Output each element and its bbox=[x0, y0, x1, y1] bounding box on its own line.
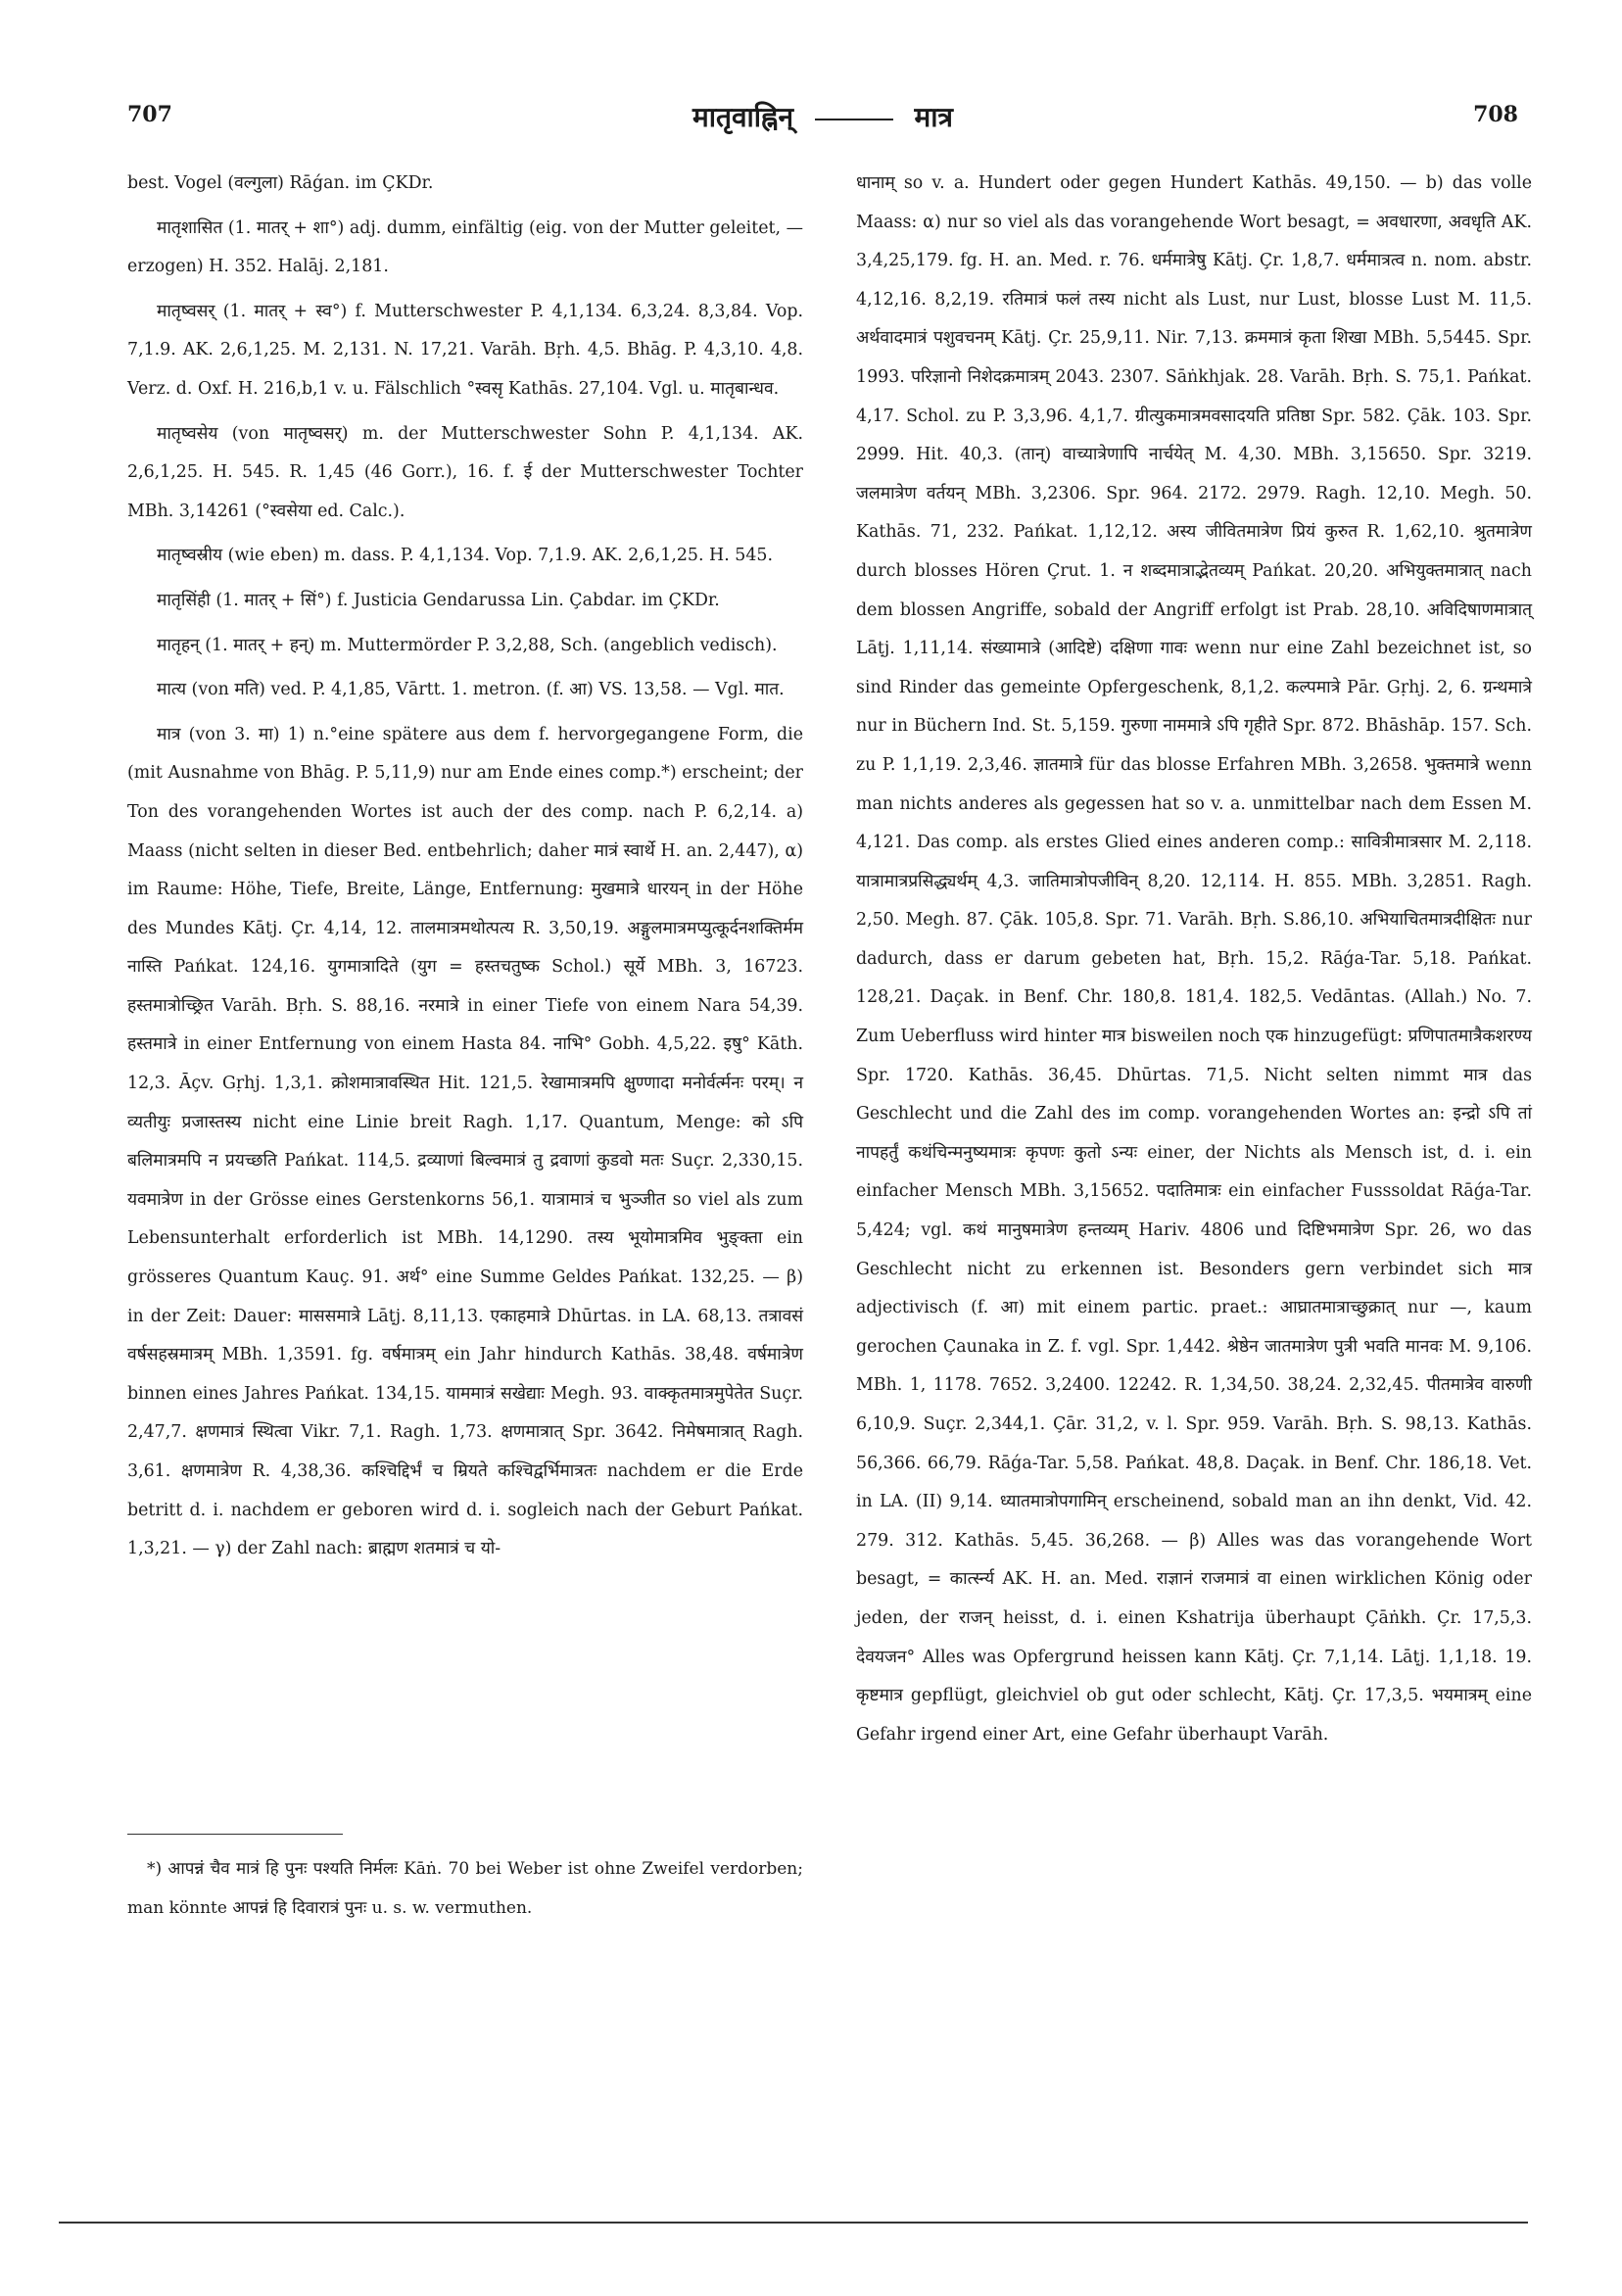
headword-last: मात्र bbox=[914, 101, 953, 133]
entry-matrshvaseya: मातृष्वसेय (von मातृष्वसर्) m. der Mutterschwester Sohn P. 4,1,134. AK. 2,6,1,25. H. 545. R. 1,45 (46 Gorr.), 16. f. ई der Mutterschwester Tochter MBh. 3,14261 (°स्वसेया ed. Calc.). bbox=[127, 423, 803, 521]
page-number-left: 707 bbox=[127, 102, 172, 127]
page-header bbox=[127, 98, 1518, 141]
entry-matrhan: मातृहन् (1. मातर् + हन्) m. Muttermörder P. 3,2,88, Sch. (angeblich vedisch). bbox=[157, 635, 778, 655]
entry-matrshasita: मातृशासित (1. मातर् + शा°) adj. dumm, einfältig (eig. von der Mutter geleitet, — erzogen) H. 352. Halāj. 2,181. bbox=[127, 217, 803, 277]
entry-matra: मात्र (von 3. मा) 1) n.°eine spätere aus dem f. hervorgegangene Form, die (mit Ausnahme von Bhāg. P. 5,11,9) nur am Ende eines comp.*) erscheint; der Ton des vorangehenden Wortes ist auch der des comp. nach P. 6,2,14. a) Maass (nicht selten in dieser Bed. entbehrlich; daher मात्रं स्वार्थे H. an. 2,447), α) im Raume: Höhe, Tiefe, Breite, Länge, Entfernung: मुखमात्रे धारयन् in der Höhe des Mundes Kātj. Çr. 4,14, 12. तालमात्रमथोत्पत्य R. 3,50,19. अङ्गुलमात्रमप्युत्कूर्दनशक्तिर्मम नास्ति Pańkat. 124,16. युगमात्रादिते (युग = हस्तचतुष्क Schol.) सूर्ये MBh. 3, 16723. हस्तमात्रोच्छ्रित Varāh. Bṛh. S. 88,16. नरमात्रे in einer Tiefe von einem Nara 54,39. हस्तमात्रे in einer Entfernung von einem Hasta 84. नाभि° Gobh. 4,5,22. इषु° Kāth. 12,3. Āçv. Gṛhj. 1,3,1. क्रोशमात्रावस्थित Hit. 121,5. रेखामात्रमपि क्षुण्णादा मनोर्वर्त्मनः परम्। न व्यतीयुः प्रजास्तस्य nicht eine Linie breit Ragh. 1,17. Quantum, Menge: को ऽपि बलिमात्रमपि न प्रयच्छति Pańkat. 114,5. द्रव्याणां बिल्वमात्रं तु द्रवाणां कुडवो मतः Suçr. 2,330,15. यवमात्रेण in der Grösse eines Gerstenkorns 56,1. यात्रामात्रं च भुञ्जीत so viel als zum Lebensunterhalt erforderlich ist MBh. 14,1290. तस्य भूयोमात्रमिव भुङ्क्ता ein grösseres Quantum Kauç. 91. अर्थ° eine Summe Geldes Pańkat. 132,25. — β) in der Zeit: Dauer: माससमात्रे Lāṭj. 8,11,13. एकाहमात्रे Dhūrtas. in LA. 68,13. तत्रावसं वर्षसहस्रमात्रम् MBh. 1,3591. fg. वर्षमात्रम् ein Jahr hindurch Kathās. 38,48. वर्षमात्रेण binnen eines Jahres Pańkat. 134,15. याममात्रं सखेद्याः Megh. 93. वाक्कृतमात्रमुपेतेत Suçr. 2,47,7. क्षणमात्रं स्थित्वा Vikr. 7,1. Ragh. 1,73. क्षणमात्रात् Spr. 3642. निमेषमात्रात् Ragh. 3,61. क्षणमात्रेण R. 4,38,36. कश्चिद्दिर्भं च म्रियते कश्चिद्वर्भिमात्रतः nachdem er die Erde betritt d. i. nachdem er geboren wird d. i. sogleich nach der Geburt Pańkat. 1,3,21. — γ) der Zahl nach: ब्राह्मण शतमात्रं च यो- bbox=[127, 724, 803, 1559]
bottom-rule bbox=[59, 2222, 1528, 2224]
footnote bbox=[127, 1849, 803, 1928]
left-column bbox=[127, 165, 803, 1569]
entry-matra-continued: धानाम् so v. a. Hundert oder gegen Hundert Kathās. 49,150. — b) das volle Maass: α) nur so viel als das vorangehende Wort besagt, = अवधारणा, अवधृति AK. 3,4,25,179. fg. H. an. Med. r. 76. धर्ममात्रेषु Kātj. Çr. 1,8,7. धर्ममात्रत्व n. nom. abstr. 4,12,16. 8,2,19. रतिमात्रं फलं तस्य nicht als Lust, nur Lust, blosse Lust M. 11,5. अर्थवादमात्रं पशुवचनम् Kātj. Çr. 25,9,11. Nir. 7,13. क्रममात्रं कृता शिखा MBh. 5,5445. Spr. 1993. परिज्ञानो निशेदक्रमात्रम् 2043. 2307. Sāṅkhjak. 28. Varāh. Bṛh. S. 75,1. Pańkat. 4,17. Schol. zu P. 3,3,96. 4,1,7. ग्रीत्युकमात्रमवसादयति प्रतिष्ठा Spr. 582. Çāk. 103. Spr. 2999. Hit. 40,3. (तान्) वाच्यात्रेणापि नार्चयेत् M. 4,30. MBh. 3,15650. Spr. 3219. जलमात्रेण वर्तयन् MBh. 3,2306. Spr. 964. 2172. 2979. Ragh. 12,10. Megh. 50. Kathās. 71, 232. Pańkat. 1,12,12. अस्य जीवितमात्रेण प्रियं कुरुत R. 1,62,10. श्रुतमात्रेण durch blosses Hören Çrut. 1. न शब्दमात्राद्भेतव्यम् Pańkat. 20,20. अभियुक्तमात्रात् nach dem blossen Angriffe, sobald der Angriff erfolgt ist Prab. 28,10. अविदिषाणमात्रात् Lāṭj. 1,11,14. संख्यामात्रे (आदिष्टे) दक्षिणा गावः wenn nur eine Zahl bezeichnet ist, so sind Rinder das gemeinte Opfergeschenk, 8,1,2. कल्पमात्रे Pār. Gṛhj. 2, 6. ग्रन्थमात्रे nur in Büchern Ind. St. 5,159. गुरुणा नाममात्रे ऽपि गृहीते Spr. 872. Bhāshāp. 157. Sch. zu P. 1,1,19. 2,3,46. ज्ञातमात्रे für das blosse Erfahren MBh. 3,2658. भुक्तमात्रे wenn man nichts anderes als gegessen hat so v. a. unmittelbar nach dem Essen M. 4,121. Das comp. als erstes Glied eines anderen comp.: सावित्रीमात्रसार M. 2,118. यात्रामात्रप्रसिद्ध्यर्थम् 4,3. जातिमात्रोपजीविन् 8,20. 12,114. H. 855. MBh. 3,2851. Ragh. 2,50. Megh. 87. Çāk. 105,8. Spr. 71. Varāh. Bṛh. S.86,10. अभियाचितमात्रदीक्षितः nur dadurch, dass er darum gebeten hat, Bṛh. 15,2. Rāǵa-Tar. 5,18. Pańkat. 128,21. Daçak. in Benf. Chr. 180,8. 181,4. 182,5. Vedāntas. (Allah.) No. 7. Zum Ueberfluss wird hinter मात्र bisweilen noch एक hinzugefügt: प्रणिपातमात्रैकशरण्य Spr. 1720. Kathās. 36,45. Dhūrtas. 71,5. Nicht selten nimmt मात्र das Geschlecht und die Zahl des im comp. vorangehenden Wortes an: इन्द्रो ऽपि तां नापहर्तुं कथंचिन्मनुष्यमात्रः कृपणः कुतो ऽन्यः einer, der Nichts als Mensch ist, d. i. ein einfacher Mensch MBh. 3,15652. पदातिमात्रः ein einfacher Fusssoldat Rāǵa-Tar. 5,424; vgl. कथं मानुषमात्रेण हन्तव्यम् Hariv. 4806 und दिष्टिभमात्रेण Spr. 26, wo das Geschlecht nicht zu erkennen ist. Besonders gern verbindet sich मात्र adjectivisch (f. आ) mit einem partic. praet.: आघ्रातमात्राच्छुक्रात् nur —, kaum gerochen Çaunaka in Z. f. vgl. Spr. 1,442. श्रेष्ठेन जातमात्रेण पुत्री भवति मानवः M. 9,106. MBh. 1, 1178. 7652. 3,2400. 12242. R. 1,34,50. 38,24. 2,32,45. पीतमात्रेव वारुणी 6,10,9. Suçr. 2,344,1. Çār. 31,2, v. l. Spr. 959. Varāh. Bṛh. S. 98,13. Kathās. 56,366. 66,79. Rāǵa-Tar. 5,58. Pańkat. 48,8. Daçak. in Benf. Chr. 186,18. Vet. in LA. (II) 9,14. ध्यातमात्रोपगामिन् erscheinend, sobald man an ihn denkt, Vid. 42. 279. 312. Kathās. 5,45. 36,268. — β) Alles was das vorangehende Wort besagt, = कार्त्स्न्य AK. H. an. Med. राज्ञानं राजमात्रं वा einen wirklichen König oder jeden, der राजन् heisst, d. i. einen Kshatrija überhaupt Çāṅkh. Çr. 17,5,3. देवयजन° Alles was Opfergrund heissen kann Kātj. Çr. 7,1,14. Lāṭj. 1,1,18. 19. कृष्टमात्र gepflügt, gleichviel ob gut oder schlecht, Kātj. Çr. 17,3,5. भयमात्रम् eine Gefahr irgend einer Art, eine Gefahr überhaupt Varāh. bbox=[856, 173, 1532, 1745]
footnote-divider bbox=[127, 1834, 343, 1835]
entry-matrshvasar: मातृष्वसर् (1. मातर् + स्व°) f. Mutterschwester P. 4,1,134. 6,3,24. 8,3,84. Vop. 7,1.9. AK. 2,6,1,25. M. 2,131. N. 17,21. Varāh. Bṛh. 4,5. Bhāg. P. 4,3,10. 4,8. Verz. d. Oxf. H. 216,b,1 v. u. Fälschlich °स्वसृ Kathās. 27,104. Vgl. u. मातृबान्धव. bbox=[127, 301, 803, 399]
entry-matrshvasriya: मातृष्वस्रीय (wie eben) m. dass. P. 4,1,134. Vop. 7,1.9. AK. 2,6,1,25. H. 545. bbox=[157, 546, 773, 566]
right-column bbox=[856, 165, 1532, 1754]
running-title bbox=[127, 98, 1518, 135]
page-number-right: 708 bbox=[1473, 102, 1518, 127]
entry-continuation: best. Vogel (वल्गुला) Rāǵan. im ÇKDr. bbox=[127, 173, 434, 193]
entry-matya: मात्य (von मति) ved. P. 4,1,85, Vārtt. 1. metron. (f. आ) VS. 13,58. — Vgl. मात. bbox=[157, 680, 785, 700]
footnote-text: *) आपन्नं चैव मात्रं हि पुनः पश्यति निर्मलः Kāṅ. 70 bei Weber ist ohne Zweifel verdorben; man könnte आपन्नं हि दिवारात्रं पुनः u. s. w. vermuthen. bbox=[127, 1859, 803, 1918]
title-dash bbox=[815, 119, 893, 120]
entry-matrsimhi: मातृसिंही (1. मातर् + सिं°) f. Justicia Gendarussa Lin. Çabdar. im ÇKDr. bbox=[157, 590, 720, 610]
headword-first: मातृवाह्निन् bbox=[692, 101, 794, 133]
